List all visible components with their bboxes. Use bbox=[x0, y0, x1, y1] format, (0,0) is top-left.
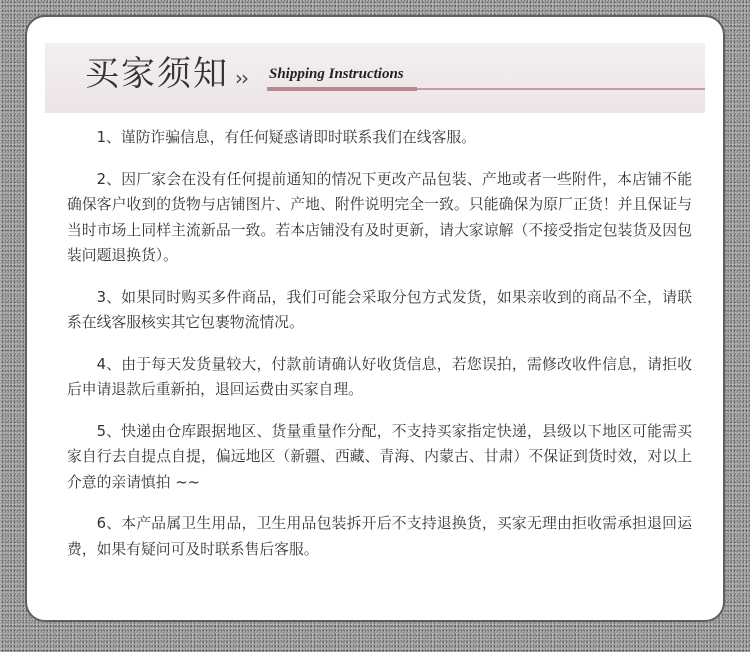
notice-content bbox=[67, 125, 692, 578]
double-chevron-right-icon: ›› bbox=[235, 66, 247, 90]
notice-card bbox=[25, 15, 725, 622]
accent-underline-thin bbox=[417, 88, 705, 90]
accent-underline bbox=[267, 87, 417, 91]
page-title: 买家须知 bbox=[85, 54, 229, 94]
notice-item-5: 5、快递由仓库跟据地区、货量重量作分配，不支持买家指定快递，县级以下地区可能需买家自行去自提点自提，偏远地区（新疆、西藏、青海、内蒙古、甘肃）不保证到货时效，对以上介意的亲请慎拍 ~~ bbox=[67, 422, 692, 491]
notice-item-2: 2、因厂家会在没有任何提前通知的情况下更改产品包装、产地或者一些附件，本店铺不能确保客户收到的货物与店铺图片、产地、附件说明完全一致。只能确保为原厂正货！并且保证与当时市场上同样主流新品一致。若本店铺没有及时更新，请大家谅解（不接受指定包装货及因包装问题退换货）。 bbox=[67, 170, 692, 264]
notice-item-4: 4、由于每天发货量较大，付款前请确认好收货信息，若您误拍，需修改收件信息，请拒收后申请退款后重新拍，退回运费由买家自理。 bbox=[67, 355, 692, 398]
notice-item-6: 6、本产品属卫生用品，卫生用品包装拆开后不支持退换货，买家无理由拒收需承担退回运费，如果有疑问可及时联系售后客服。 bbox=[67, 515, 692, 558]
notice-header bbox=[45, 43, 705, 113]
notice-item-3: 3、如果同时购买多件商品，我们可能会采取分包方式发货，如果亲收到的商品不全，请联系在线客服核实其它包裹物流情况。 bbox=[67, 288, 692, 331]
notice-item-1: 1、谨防诈骗信息，有任何疑惑请即时联系我们在线客服。 bbox=[96, 129, 476, 146]
page-subtitle: Shipping Instructions bbox=[269, 66, 404, 82]
